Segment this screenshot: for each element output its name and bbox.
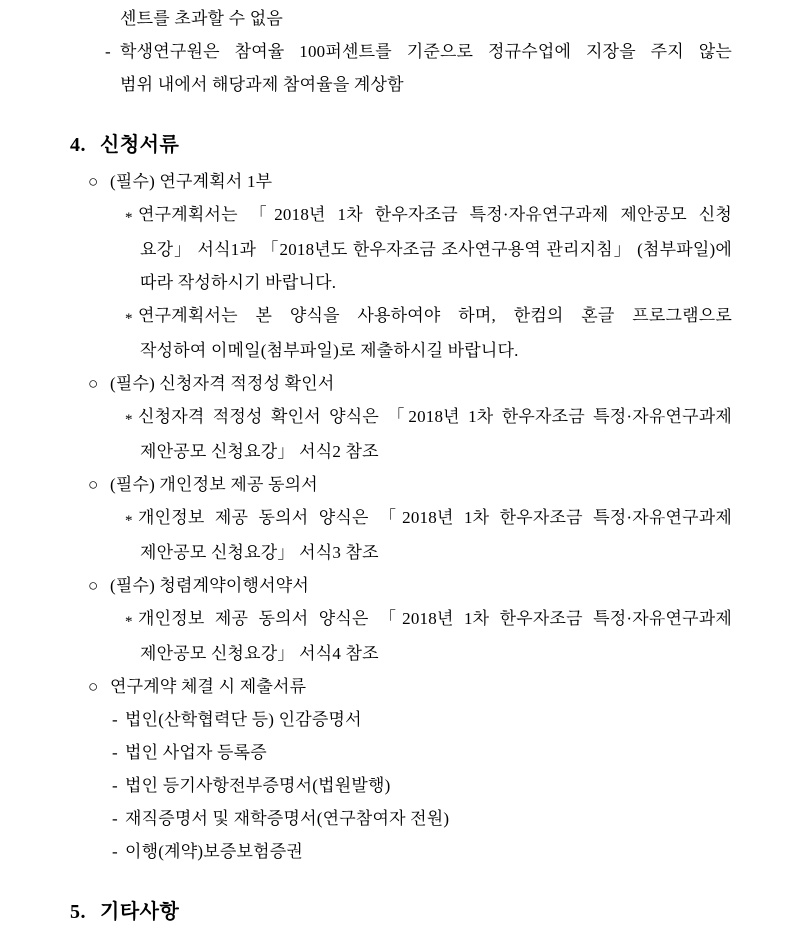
document-line [70,367,732,400]
line-text: 연구계획서는 본 양식을 사용하여야 하며, 한컴의 혼글 프로그램으로 [138,306,732,325]
document-line [70,602,732,637]
line-text: 재직증명서 및 재학증명서(연구참여자 전원) [125,809,450,828]
list-marker: ○ [88,677,99,696]
list-marker: ○ [88,475,99,494]
list-marker: 5. [70,901,86,923]
document-line [70,68,732,101]
list-marker: 4. [70,134,86,156]
line-text: 요강」 서식1과 「2018년도 한우자조금 조사연구용역 관리지침」 (첨부파일)에 [140,240,732,259]
line-text: 법인 사업자 등록증 [125,743,267,762]
document-line [70,198,732,233]
list-marker: * [125,210,133,226]
document-line [70,400,732,435]
line-text: 제안공모 신청요강」 서식2 참조 [140,442,379,461]
document-line [70,637,732,670]
line-text: 기타사항 [100,901,180,923]
list-marker: * [125,513,133,529]
line-text: 범위 내에서 해당과제 참여율을 계상함 [120,75,404,94]
document-line [70,769,732,802]
line-text: 연구계획서는 「2018년 1차 한우자조금 특정·자유연구과제 제안공모 신청 [138,205,732,224]
line-text: 신청서류 [100,134,180,156]
document-line [70,2,732,35]
line-text: 법인 등기사항전부증명서(법원발행) [125,776,391,795]
document-line [70,468,732,501]
document-line [70,266,732,299]
document-line [70,501,732,536]
line-text: 이행(계약)보증보험증권 [125,842,303,861]
line-text: 센트를 초과할 수 없음 [120,9,283,28]
list-marker: * [125,614,133,630]
list-marker: * [125,311,133,327]
list-marker: - [112,776,118,795]
document-line [70,569,732,602]
line-text: 제안공모 신청요강」 서식3 참조 [140,543,379,562]
list-marker: ○ [88,374,99,393]
line-text: (필수) 청렴계약이행서약서 [110,576,310,595]
list-marker: ○ [88,172,99,191]
document-line [70,35,732,68]
line-text: 개인정보 제공 동의서 양식은 「2018년 1차 한우자조금 특정·자유연구과제 [138,609,732,628]
document-line [70,703,732,736]
document-body [70,2,732,931]
line-text: 법인(산학협력단 등) 인감증명서 [125,710,362,729]
line-text: 학생연구원은 참여율 100퍼센트를 기준으로 정규수업에 지장을 주지 않는 [120,42,732,61]
document-line [70,165,732,198]
line-text: (필수) 연구계획서 1부 [110,172,273,191]
list-marker: - [112,710,118,729]
document-line [70,536,732,569]
list-marker: - [105,42,111,61]
line-text: 작성하여 이메일(첨부파일)로 제출하시길 바랍니다. [140,341,519,360]
document-line [70,233,732,266]
document-line [70,435,732,468]
line-text: (필수) 개인정보 제공 동의서 [110,475,318,494]
document-line [70,334,732,367]
line-text: 제안공모 신청요강」 서식4 참조 [140,644,379,663]
list-marker: - [112,842,118,861]
line-text: 연구계약 체결 시 제출서류 [110,677,307,696]
document-line [70,299,732,334]
document-line [70,736,732,769]
list-marker: ○ [88,576,99,595]
line-text: (필수) 신청자격 적정성 확인서 [110,374,335,393]
list-marker: * [125,412,133,428]
line-text: 따라 작성하시기 바랍니다. [140,273,337,292]
document-line [70,802,732,835]
section-heading [70,125,732,165]
list-marker: - [112,743,118,762]
document-line [70,835,732,868]
list-marker: - [112,809,118,828]
document-line [70,670,732,703]
section-heading [70,892,732,931]
line-text: 신청자격 적정성 확인서 양식은 「2018년 1차 한우자조금 특정·자유연구과제 [138,407,732,426]
line-text: 개인정보 제공 동의서 양식은 「2018년 1차 한우자조금 특정·자유연구과제 [138,508,732,527]
